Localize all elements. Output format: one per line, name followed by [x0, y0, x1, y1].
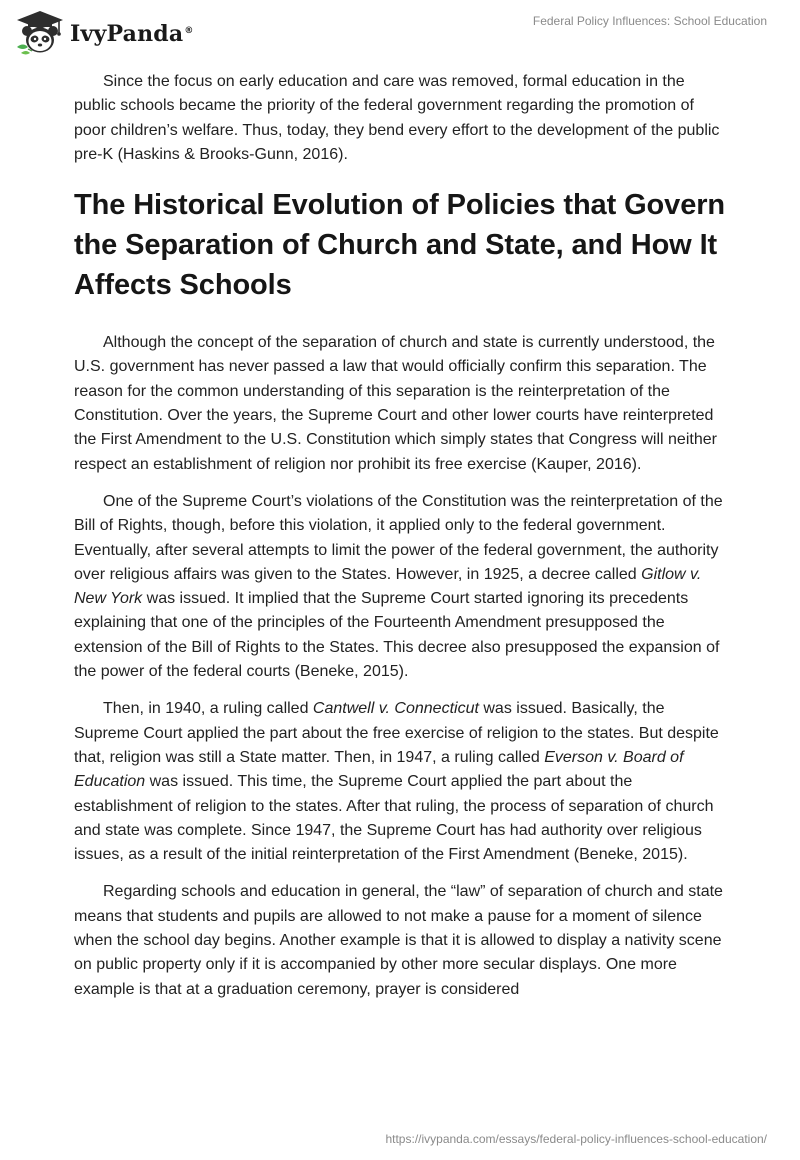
- panda-graduate-icon: [14, 9, 66, 57]
- logo-wordmark: IvyPanda®: [70, 21, 194, 47]
- case-name-gitlow: Gitlow v. New York: [74, 565, 702, 608]
- document-title: Federal Policy Influences: School Education: [532, 14, 767, 28]
- section-heading: The Historical Evolution of Policies that Govern the Separation of Church and State, and How It Affects Schools: [74, 189, 726, 302]
- page-header: [0, 0, 800, 70]
- paragraph-5: Regarding schools and education in general, the “law” of separation of church and state means that students and pupils are allowed to not make a pause for a moment of silence when the school day begins. Another example is that it is allowed to display a nativity scene on public property only if it is accompanied by other more secular displays. One more example is that at a graduation ceremony, prayer is considered: [74, 883, 723, 998]
- case-name-cantwell: Cantwell v. Connecticut: [312, 700, 479, 718]
- paragraph-1: Since the focus on early education and care was removed, formal education in the public schools became the priority of the federal government regarding the promotion of poor children’s welfare. Thus, today, they bend every effort to the development of the public pre-K (Haskins & Brooks-Gunn, 2016).: [74, 73, 720, 163]
- site-logo[interactable]: [14, 9, 194, 57]
- paragraph-4: Then, in 1940, a ruling called Cantwell v. Connecticut was issued. Basically, the Supreme Court applied the part about the free exercise of religion to the states. But despite that, religion was still a State matter. Then, in 1947, a ruling called Everson v. Board of Education was issued. This time, the Supreme Court applied the part about the establishment of religion to the states. After that ruling, the process of separation of church and state was complete. Since 1947, the Supreme Court has had authority over religious issues, as a result of the initial reinterpretation of the First Amendment (Beneke, 2015).: [74, 700, 719, 864]
- case-name-everson: Everson v. Board of Education: [74, 748, 684, 791]
- paragraph-2: Although the concept of the separation of church and state is currently understood, the U.S. government has never passed a law that would officially confirm this separation. The reason for the common understanding of this separation is the reinterpretation of the Constitution. Over the years, the Supreme Court and other lower courts have reinterpreted the First Amendment to the U.S. Constitution which simply states that Congress will neither respect an establishment of religion nor prohibit its free exercise (Kauper, 2016).: [74, 334, 717, 473]
- source-url[interactable]: https://ivypanda.com/essays/federal-policy-influences-school-education/: [385, 1132, 767, 1146]
- paragraph-3: One of the Supreme Court’s violations of the Constitution was the reinterpretation of the Bill of Rights, though, before this violation, it applied only to the federal government. Eventually, after several attempts to limit the power of the federal government, the authority over religious affairs was given to the States. However, in 1925, a decree called Gitlow v. New York was issued. It implied that the Supreme Court started ignoring its precedents explaining that one of the principles of the Fourteenth Amendment presupposed the extension of the Bill of Rights to the States. This decree also presupposed the expansion of the power of the federal courts (Beneke, 2015).: [74, 492, 723, 681]
- article-body: [74, 70, 726, 1015]
